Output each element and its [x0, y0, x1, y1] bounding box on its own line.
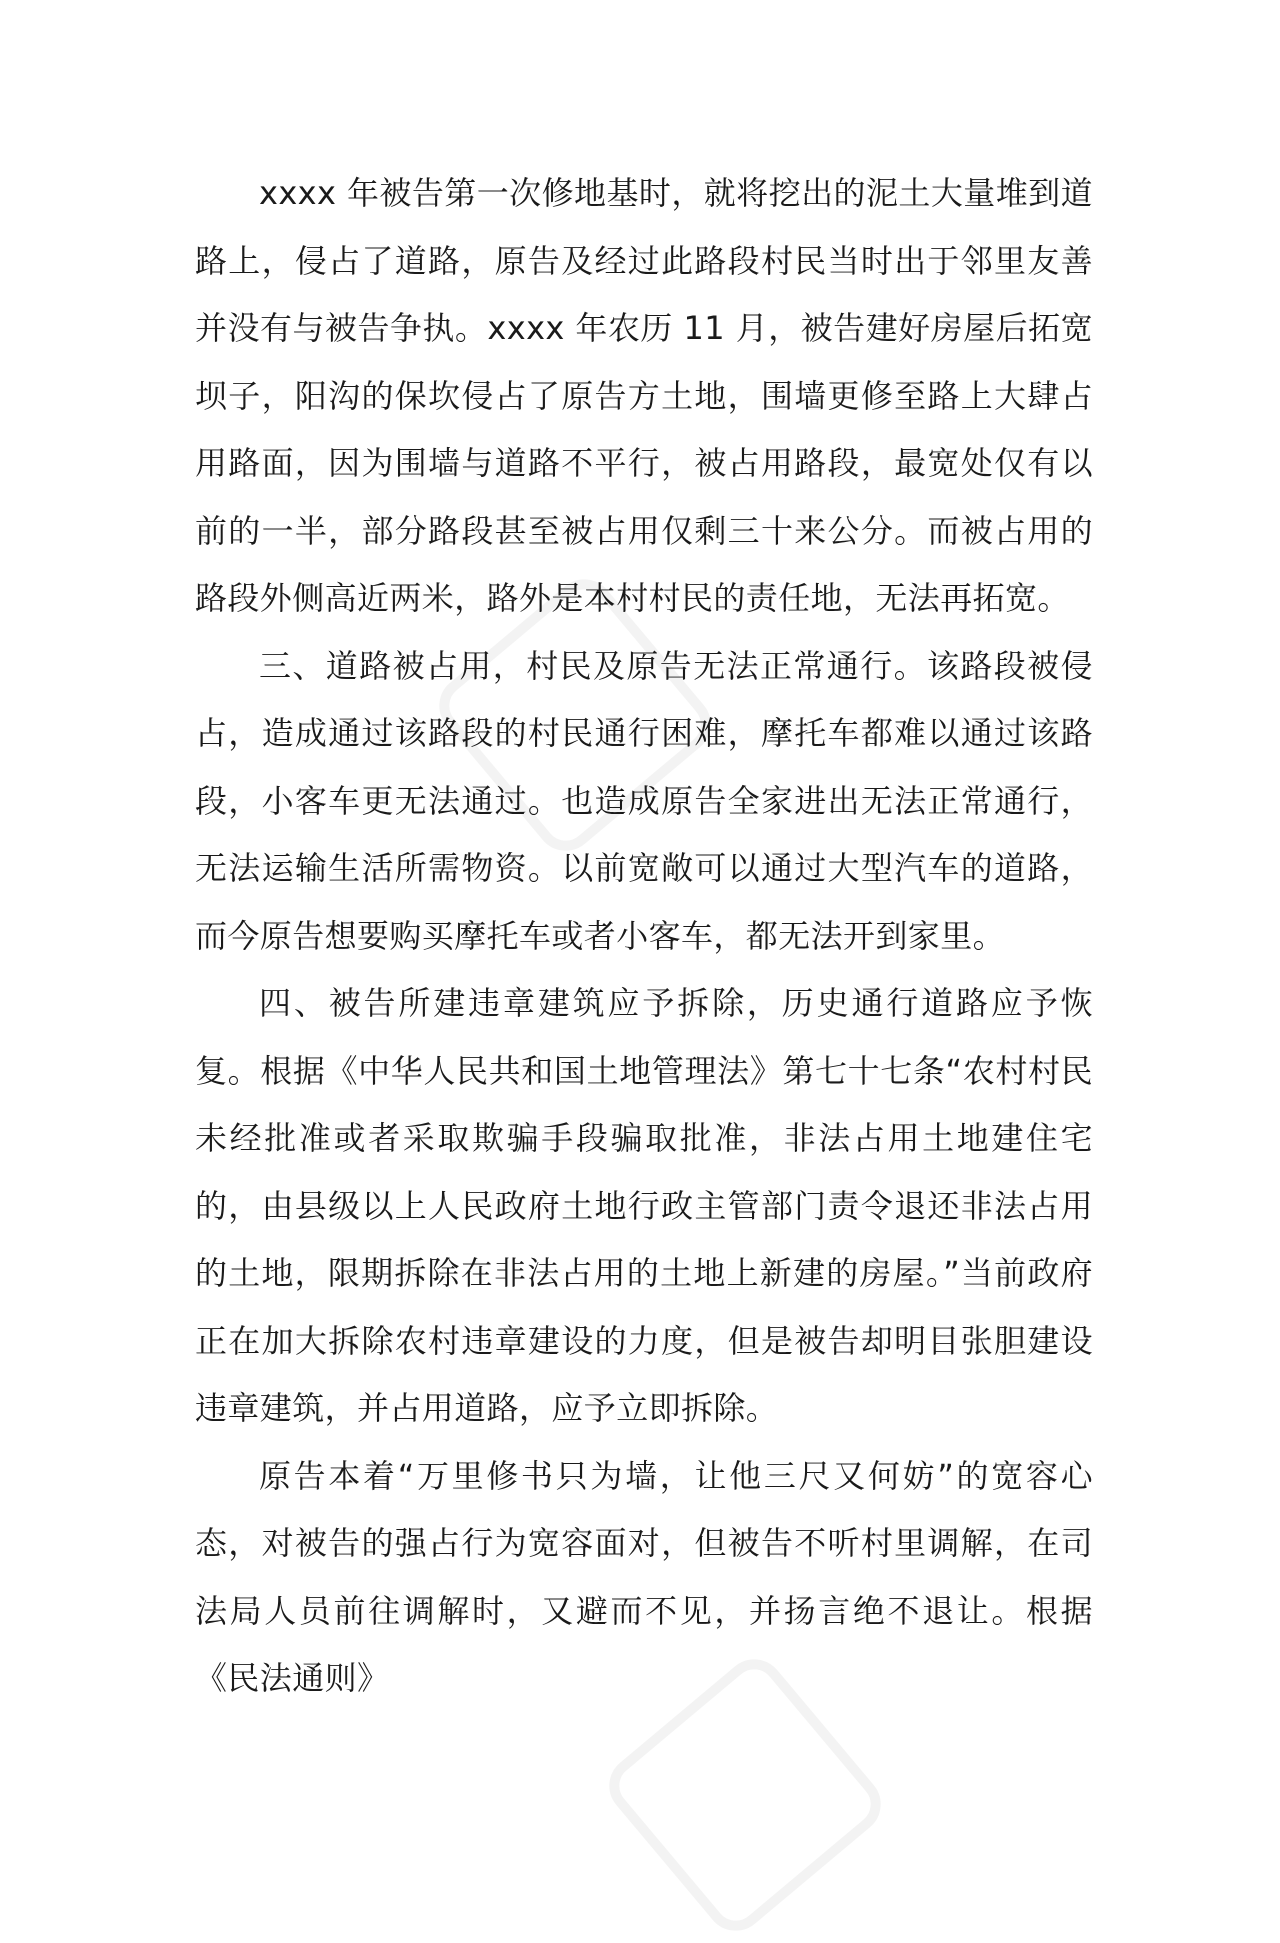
- paragraph-plaintiff-attitude: 原告本着“万里修书只为墙，让他三尺又何妨”的宽容心态，对被告的强占行为宽容面对，但被告不听村里调解，在司法局人员前往调解时，又避而不见，并扬言绝不退让。根据《民法通则》: [195, 1456, 1093, 1697]
- paragraph-point-three: 三、道路被占用，村民及原告无法正常通行。该路段被侵占，造成通过该路段的村民通行困难，摩托车都难以通过该路段，小客车更无法通过。也造成原告全家进出无法正常通行，无法运输生活所需物资。以前宽敞可以通过大型汽车的道路，而今原告想要购买摩托车或者小客车，都无法开到家里。: [195, 646, 1093, 955]
- paragraph-road-encroachment: xxxx 年被告第一次修地基时，就将挖出的泥土大量堆到道路上，侵占了道路，原告及经过此路段村民当时出于邻里友善并没有与被告争执。xxxx 年农历 11 月，被告建好房屋后拓宽坝子，阳沟的保坎侵占了原告方土地，围墙更修至路上大肆占用路面，因为围墙与道路不平行，被占用路段，最宽处仅有以前的一半，部分路段甚至被占用仅剩三十来公分。而被占用的路段外侧高近两米，路外是本村村民的责任地，无法再拓宽。: [195, 174, 1093, 617]
- paragraph-point-four: 四、被告所建违章建筑应予拆除，历史通行道路应予恢复。根据《中华人民共和国土地管理法》第七十七条“农村村民未经批准或者采取欺骗手段骗取批准，非法占用土地建住宅的，由县级以上人民政府土地行政主管部门责令退还非法占用的土地，限期拆除在非法占用的土地上新建的房屋。”当前政府正在加大拆除农村违章建设的力度，但是被告却明目张胆建设违章建筑，并占用道路，应予立即拆除。: [195, 984, 1093, 1427]
- watermark-logo-bottom: [640, 1690, 850, 1900]
- document-body: [195, 160, 1093, 1713]
